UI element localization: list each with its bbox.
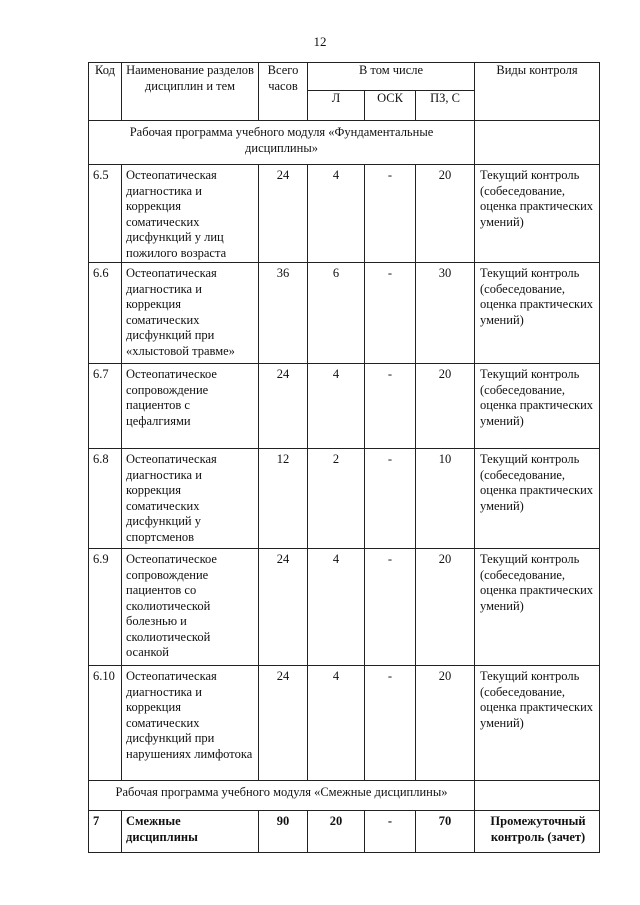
- header-including: В том числе: [308, 63, 475, 91]
- row-name: Смежные дисциплины: [122, 811, 259, 853]
- page-number: 12: [313, 34, 327, 49]
- table-row: [89, 666, 600, 781]
- row-lectures: 2: [308, 449, 365, 549]
- row-control: Текущий контроль (собеседование, оценка практических умений): [475, 549, 600, 666]
- row-practice: 20: [416, 165, 475, 263]
- row-osk: -: [365, 549, 416, 666]
- row-code: 6.7: [89, 364, 122, 449]
- row-practice: 20: [416, 666, 475, 781]
- row-practice: 30: [416, 263, 475, 364]
- row-practice: 70: [416, 811, 475, 853]
- row-control: Текущий контроль (собеседование, оценка практических умений): [475, 364, 600, 449]
- header-control: Виды контроля: [475, 63, 600, 121]
- row-total: 24: [259, 549, 308, 666]
- table-row: [89, 364, 600, 449]
- row-name: Остеопатическая диагностика и коррекция соматических дисфункций у лиц пожилого возраста: [122, 165, 259, 263]
- row-practice: 20: [416, 364, 475, 449]
- header-name: Наименование разделов дисциплин и тем: [122, 63, 259, 121]
- section-row: [89, 781, 600, 811]
- row-name: Остеопатическая диагностика и коррекция соматических дисфункций при «хлыстовой травме»: [122, 263, 259, 364]
- header-osk: ОСК: [365, 91, 416, 121]
- row-total: 12: [259, 449, 308, 549]
- row-control: Промежуточный контроль (зачет): [475, 811, 600, 853]
- table-row: [89, 449, 600, 549]
- row-total: 24: [259, 165, 308, 263]
- row-practice: 20: [416, 549, 475, 666]
- row-lectures: 4: [308, 165, 365, 263]
- row-osk: -: [365, 666, 416, 781]
- row-code: 6.10: [89, 666, 122, 781]
- row-control: Текущий контроль (собеседование, оценка практических умений): [475, 449, 600, 549]
- row-control: Текущий контроль (собеседование, оценка практических умений): [475, 165, 600, 263]
- row-total: 24: [259, 666, 308, 781]
- header-code: Код: [89, 63, 122, 121]
- section-row: [89, 121, 600, 165]
- table-row: [89, 165, 600, 263]
- row-osk: -: [365, 449, 416, 549]
- row-lectures: 6: [308, 263, 365, 364]
- row-lectures: 4: [308, 549, 365, 666]
- table-header: [89, 63, 600, 121]
- row-total: 36: [259, 263, 308, 364]
- header-total: Всего часов: [259, 63, 308, 121]
- row-osk: -: [365, 263, 416, 364]
- row-lectures: 20: [308, 811, 365, 853]
- row-control: Текущий контроль (собеседование, оценка практических умений): [475, 666, 600, 781]
- row-lectures: 4: [308, 666, 365, 781]
- section-title: Рабочая программа учебного модуля «Фундаментальные дисциплины»: [89, 121, 475, 165]
- row-osk: -: [365, 811, 416, 853]
- row-name: Остеопатическое сопровождение пациентов с цефалгиями: [122, 364, 259, 449]
- table-row-final: [89, 811, 600, 853]
- row-total: 24: [259, 364, 308, 449]
- row-code: 6.9: [89, 549, 122, 666]
- header-practice: ПЗ, С: [416, 91, 475, 121]
- row-code: 6.8: [89, 449, 122, 549]
- row-lectures: 4: [308, 364, 365, 449]
- row-osk: -: [365, 364, 416, 449]
- row-control: Текущий контроль (собеседование, оценка практических умений): [475, 263, 600, 364]
- row-total: 90: [259, 811, 308, 853]
- row-name: Остеопатическая диагностика и коррекция соматических дисфункций при нарушениях лимфотока: [122, 666, 259, 781]
- section-title: Рабочая программа учебного модуля «Смежные дисциплины»: [89, 781, 475, 811]
- row-code: 6.6: [89, 263, 122, 364]
- row-code: 6.5: [89, 165, 122, 263]
- row-name: Остеопатическая диагностика и коррекция соматических дисфункций у спортсменов: [122, 449, 259, 549]
- table-row: [89, 549, 600, 666]
- header-lectures: Л: [308, 91, 365, 121]
- table-row: [89, 263, 600, 364]
- row-code: 7: [89, 811, 122, 853]
- row-name: Остеопатическое сопровождение пациентов со сколиотической болезнью и сколиотической осанкой: [122, 549, 259, 666]
- curriculum-table: [88, 62, 600, 853]
- row-practice: 10: [416, 449, 475, 549]
- row-osk: -: [365, 165, 416, 263]
